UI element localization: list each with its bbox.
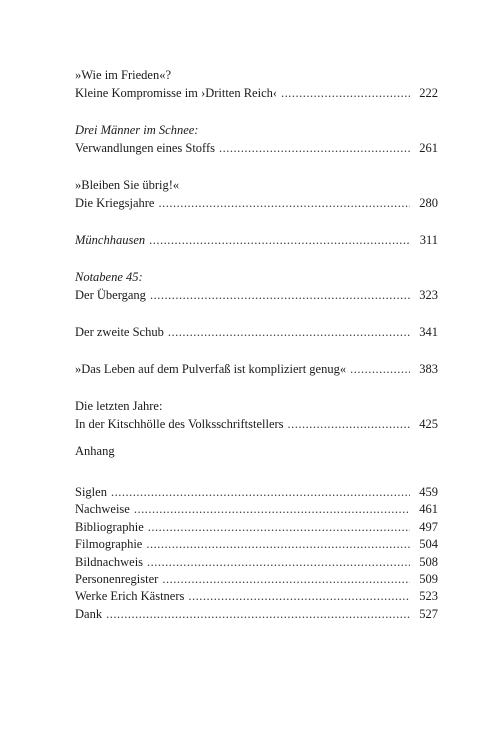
appendix-item[interactable] [75,554,438,571]
toc-entry-title-line[interactable] [75,231,438,249]
leader-dots [219,139,410,157]
appendix-item-title: Bibliographie [75,519,144,534]
appendix-item[interactable] [75,536,438,553]
appendix-item-title: Nachweise [75,502,130,517]
appendix-item-title: Filmographie [75,537,143,552]
leader-dots [134,501,410,518]
appendix-item[interactable] [75,519,438,536]
toc-entry-subtitle-line [75,66,438,84]
toc-entry-page-number: 311 [419,233,438,247]
toc-entry-page-number: 323 [419,288,438,302]
toc-entry-title-line[interactable] [75,84,438,102]
appendix-item-page-number: 459 [419,485,438,499]
leader-dots [148,519,410,536]
appendix-item-title: Personenregister [75,571,159,586]
toc-entry [75,121,438,157]
appendix-item-page-number: 504 [419,537,438,552]
leader-dots [158,194,410,212]
leader-dots [168,323,410,341]
toc-entry-page-number: 261 [419,141,438,155]
toc-entry-title: Die Kriegsjahre [75,196,155,210]
appendix-item-page-number: 497 [419,519,438,534]
toc-entry [75,360,438,378]
toc-entry-subtitle: Notabene 45: [75,270,143,284]
appendix-item-title: Bildnachweis [75,554,144,569]
leader-dots [146,536,410,553]
toc-entry-page-number: 222 [419,86,438,100]
toc-entry-subtitle: Die letzten Jahre: [75,399,163,413]
toc-entry-subtitle-line [75,397,438,415]
toc-entry [75,231,438,249]
toc-appendix [75,442,438,623]
appendix-item[interactable] [75,588,438,605]
appendix-item[interactable] [75,501,438,518]
leader-dots [106,606,410,623]
appendix-item-page-number: 509 [419,571,438,586]
appendix-item[interactable] [75,484,438,501]
leader-dots [150,286,410,304]
toc-chapters [75,66,438,433]
toc-entry-title: In der Kitschhölle des Volksschriftstellers [75,417,284,431]
appendix-item[interactable] [75,606,438,623]
leader-dots [350,360,410,378]
toc-entry-title: »Das Leben auf dem Pulverfaß ist kompliziert genug« [75,362,347,376]
toc-entry-title-line[interactable] [75,360,438,378]
appendix-heading: Anhang [75,444,115,458]
toc-entry-title-line[interactable] [75,286,438,304]
leader-dots [288,415,410,433]
toc-entry-subtitle: Drei Männer im Schnee: [75,123,199,137]
appendix-item-page-number: 523 [419,589,438,604]
appendix-item-page-number: 527 [419,606,438,621]
toc-entry-page-number: 383 [419,362,438,376]
leader-dots [188,588,410,605]
toc-entry [75,66,438,102]
toc-entry-page-number: 341 [419,325,438,339]
leader-dots [147,554,410,571]
toc-entry-title-line[interactable] [75,415,438,433]
appendix-item-title: Siglen [75,485,107,499]
toc-entry-page-number: 425 [419,417,438,431]
toc-entry-subtitle-line [75,268,438,286]
toc-entry-page-number: 280 [419,196,438,210]
appendix-item-title: Werke Erich Kästners [75,589,185,604]
appendix-item[interactable] [75,571,438,588]
toc-entry-title: Verwandlungen eines Stoffs [75,141,216,155]
appendix-item-page-number: 461 [419,502,438,517]
toc-entry [75,397,438,433]
toc-entry-title-line[interactable] [75,323,438,341]
toc-entry [75,323,438,341]
toc-entry-subtitle-line [75,121,438,139]
toc-entry-title: Der Übergang [75,288,146,302]
toc-entry-title: Münchhausen [75,233,146,247]
toc-entry-title: Kleine Kompromisse im ›Dritten Reich‹ [75,86,278,100]
leader-dots [281,84,410,102]
toc-entry-title-line[interactable] [75,194,438,212]
leader-dots [111,484,410,501]
toc-entry-subtitle-line [75,176,438,194]
appendix-item-page-number: 508 [419,554,438,569]
toc-entry-title-line[interactable] [75,139,438,157]
appendix-item-title: Dank [75,606,103,621]
toc-entry-title: Der zweite Schub [75,325,164,339]
toc-entry [75,176,438,212]
leader-dots [149,231,410,249]
toc-entry-subtitle: »Wie im Frieden«? [75,68,171,82]
toc-entry [75,268,438,304]
toc-entry-subtitle: »Bleiben Sie übrig!« [75,178,180,192]
leader-dots [162,571,410,588]
